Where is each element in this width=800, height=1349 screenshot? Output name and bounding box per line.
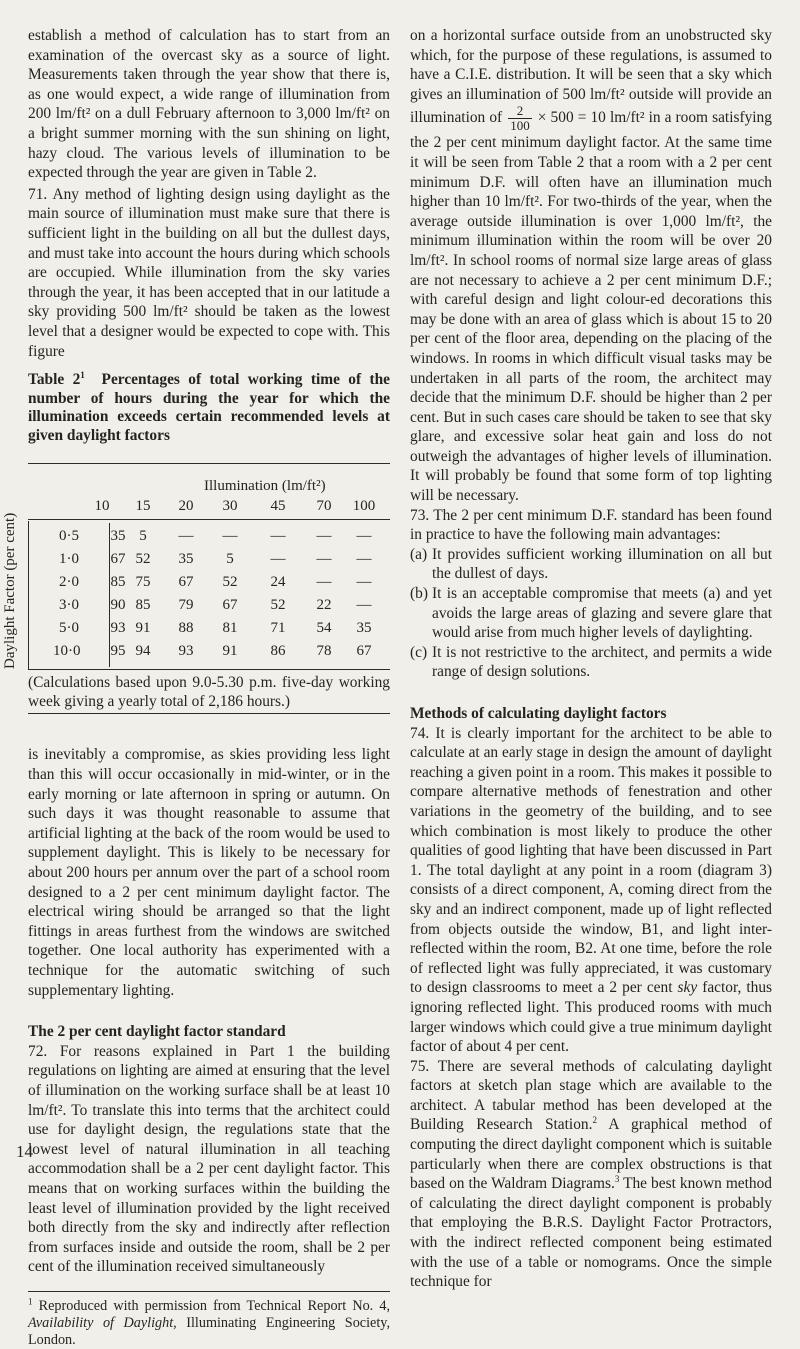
table-cell: — bbox=[270, 551, 286, 568]
footnote-rule bbox=[28, 1291, 390, 1292]
table-cell: — bbox=[178, 528, 194, 545]
table-cell: 52 bbox=[135, 551, 151, 568]
table-cell: 71 bbox=[270, 620, 286, 637]
row-daylight-factor: 0·5 bbox=[59, 528, 79, 545]
paragraph-74 bbox=[410, 724, 772, 1057]
table-cell: 88 bbox=[178, 620, 194, 637]
paragraph-73: 73. The 2 per cent minimum D.F. standard has been found in practice to have the following main advantages: bbox=[410, 506, 772, 544]
table-cell: 81 bbox=[222, 620, 238, 637]
table-cell: 85 bbox=[110, 574, 126, 591]
list-item bbox=[410, 584, 772, 643]
footnote-mark: 1 bbox=[28, 1296, 33, 1307]
row-daylight-factor: 3·0 bbox=[59, 597, 79, 614]
list-item bbox=[410, 545, 772, 584]
table-caption-footnote-mark: 1 bbox=[80, 369, 85, 380]
table-cell: 35 bbox=[356, 620, 372, 637]
table-cell: 35 bbox=[178, 551, 194, 568]
table-cell: — bbox=[356, 528, 372, 545]
column-header: 10 bbox=[94, 498, 110, 515]
table-top-rule bbox=[28, 463, 390, 464]
table-cell: 22 bbox=[316, 597, 332, 614]
fraction-2-over-100 bbox=[508, 104, 532, 133]
paragraph-continued-a: on a horizontal surface outside from an unobstructed sky which, for the purpose of these regulations, is assumed to have a C.I.E. distribution. It will be seen that a sky which gives an illumination of 500 lm/ft² outside will provide an illumination of bbox=[410, 27, 772, 127]
table-note: (Calculations based upon 9.0-5.30 p.m. five-day working week giving a yearly total of 2,186 hours.) bbox=[28, 674, 390, 711]
paragraph-72: 72. For reasons explained in Part 1 the building regulations on lighting are aimed at ensuring that the level of illumination on the working surface shall be at least 10 lm/ft². To translate this into terms that the architect could use for daylight design, the regulations state that the lowest level of natural illumination in all teaching accommodation shall be a 2 per cent daylight factor. This means that on working surfaces within the building the least level of illumination provided by the light received both directly from the sky and indirectly after reflection from surfaces inside and outside the room, shall be 2 per cent of the illumination received simultaneously bbox=[28, 1042, 390, 1276]
list-item-label: (a) bbox=[410, 545, 428, 563]
fraction-denominator: 100 bbox=[510, 118, 530, 134]
daylight-table bbox=[2, 457, 390, 747]
fraction-tail: × 500 = bbox=[537, 109, 587, 127]
table-bottom-rule bbox=[28, 669, 390, 670]
list-item-label: (c) bbox=[410, 643, 428, 661]
table-cell: 5 bbox=[139, 528, 147, 545]
paragraph-75-a: 75. There are several methods of calculating daylight factors at sketch plan stage which are available to the architect. A tabular method has been developed at the Building Research Station. bbox=[410, 1057, 772, 1134]
footnote-text-a: Reproduced with permission from Technical Report No. 4, bbox=[38, 1297, 391, 1314]
paragraph-71: 71. Any method of lighting design using daylight as the main source of illumination must make sure that there is sufficient light in the building on all but the dullest days, and must take into account the hours during which schools are occupied. While illumination from the sky varies through the year, it has been accepted that in our latitude a sky providing 500 lm/ft² should be taken as the lowest level that a designer would be expected to cope with. This figure bbox=[28, 185, 390, 360]
list-item-text: It is not restrictive to the architect, and permits a wide range of design solutions. bbox=[432, 643, 772, 681]
y-label-divider bbox=[28, 521, 29, 669]
table-cell: 91 bbox=[135, 620, 151, 637]
row-daylight-factor: 5·0 bbox=[59, 620, 79, 637]
footnote-italic-title: Availability of Daylight, bbox=[28, 1314, 177, 1331]
row-daylight-factor: 1·0 bbox=[59, 551, 79, 568]
table-cell: 79 bbox=[178, 597, 194, 614]
table-cell: — bbox=[222, 528, 238, 545]
paragraph-74-b: factor, thus ignoring reflected light. This produced rooms with much larger windows which could give a true minimum daylight factor of about 4 per cent. bbox=[410, 979, 773, 1056]
table-cell: 35 bbox=[110, 528, 126, 545]
table-cell: — bbox=[316, 528, 332, 545]
list-item-text: It provides sufficient working illumination on all but the dullest of days. bbox=[432, 545, 772, 583]
paragraph-continued-b: 10 lm/ft² in a room satisfying the 2 per cent minimum daylight factor. At the same time it will be seen from Table 2 that a room with a 2 per cent minimum D.F. will often have an illumination much higher than 10 lm/ft². For two-thirds of the year, when the average outside illumination is over 1,000 lm/ft², the minimum illumination within the room will be over 20 lm/ft². In school rooms of normal size large areas of glass are not necessary to achieve a 2 per cent minimum D.F.; with careful design and light colour-ed decorations this may be done with an area of glass which is about 15 to 20 per cent of the floor area, depending on the placing of the windows. In rooms in which difficult visual tasks may be undertaken in all parts of the room, the architect may decide that the minimum D.F. should be higher than 2 per cent. But in such cases care should be taken to see that sky glare, and excessive solar heat gain and loss do not outweigh the advantages of higher levels of illumination. It will probably be found that some form of top lighting will be necessary. bbox=[410, 109, 772, 505]
table-cell: 85 bbox=[135, 597, 151, 614]
footnote-text-b: Illuminating Engineering Society, London. bbox=[28, 1314, 390, 1348]
list-item bbox=[410, 643, 772, 682]
table-cell: 94 bbox=[135, 643, 151, 660]
fraction-numerator: 2 bbox=[508, 104, 532, 119]
illumination-header: Illumination (lm/ft²) bbox=[204, 478, 326, 495]
table-cell: 52 bbox=[222, 574, 238, 591]
table-cell: 91 bbox=[222, 643, 238, 660]
table-cell: 67 bbox=[356, 643, 372, 660]
section-title-methods: Methods of calculating daylight factors bbox=[410, 705, 667, 722]
paragraph-75-b: A graphical method of computing the direct daylight component which is suitable particularly when there are complex obstructions is that based on the Waldram Diagrams. bbox=[410, 1116, 772, 1193]
table-cell: 95 bbox=[110, 643, 126, 660]
paragraph-75-ref-2: 2 bbox=[592, 1115, 597, 1126]
table-cell: — bbox=[316, 551, 332, 568]
table-cell: 52 bbox=[270, 597, 286, 614]
table-cell: 75 bbox=[135, 574, 151, 591]
column-header: 100 bbox=[352, 498, 376, 515]
table-cell: 93 bbox=[110, 620, 126, 637]
table-cell: — bbox=[316, 574, 332, 591]
table-cell: 67 bbox=[178, 574, 194, 591]
table-cell: — bbox=[356, 574, 372, 591]
table-cell: — bbox=[356, 551, 372, 568]
table-end-rule bbox=[28, 713, 390, 714]
table-cell: 93 bbox=[178, 643, 194, 660]
paragraph-75 bbox=[410, 1057, 772, 1292]
table-cell: 24 bbox=[270, 574, 286, 591]
table-cell: 67 bbox=[110, 551, 126, 568]
list-item-text: It is an acceptable compromise that meets (a) and yet avoids the large areas of glazing and severe glare that would arise from much higher levels of daylighting. bbox=[432, 585, 772, 642]
paragraph-continued bbox=[410, 26, 772, 506]
row-daylight-factor: 10·0 bbox=[53, 643, 81, 660]
table-header-rule bbox=[28, 519, 390, 520]
footnote bbox=[28, 1298, 390, 1349]
table-cell: 90 bbox=[110, 597, 126, 614]
paragraph-74-italic: sky bbox=[677, 979, 698, 997]
intro-paragraph: establish a method of calculation has to start from an examination of the overcast sky as a source of light. Measurements taken through the year show that there is, as one would expect, a wide range of illumination from 200 lm/ft² on a dull February afternoon to 3,000 lm/ft² on a bright summer morning with the sun shining on light, hazy cloud. The various levels of illumination to be expected through the year are given in Table 2. bbox=[28, 27, 390, 182]
paragraph-74-a: 74. It is clearly important for the architect to be able to calculate at an early stage in design the amount of daylight reaching a given point in a room. This makes it possible to compare alternative methods of fenestration and other variations in the geometry of the building, and to see which combination is most likely to produce the other qualities of good lighting that have been discussed in Part 1. The total daylight at any point in a room (diagram 3) consists of a direct component, A, coming direct from the sky and an indirect component, made up of light reflected from objects outside the window, B1, and light inter-reflected within the room, B2. At one time, before the role of reflected light was fully appreciated, it was customary to design classrooms to meet a 2 per cent bbox=[410, 724, 772, 997]
column-header: 70 bbox=[316, 498, 332, 515]
right-column bbox=[410, 26, 772, 1292]
page-number: 14 bbox=[16, 1142, 33, 1161]
daylight-factor-axis-label: Daylight Factor (per cent) bbox=[2, 513, 18, 670]
list-item-label: (b) bbox=[410, 585, 428, 603]
table-cell: — bbox=[356, 597, 372, 614]
paragraph-73-list bbox=[410, 545, 772, 682]
table-cell: 54 bbox=[316, 620, 332, 637]
table-caption-text: Percentages of total working time of the number of hours during the year for which the illumination exceeds certain recommended levels at given daylight factors bbox=[28, 371, 390, 444]
paragraph-after-table: is inevitably a compromise, as skies providing less light than this will occur occasionally in mid-winter, or in the early morning or late afternoon in spring or autumn. On such days it was thought reasonable to assume that artificial lighting at the back of the room would be used to supplement daylight. This is likely to be necessary for about 200 hours per annum over the part of a school room designed to a 2 per cent minimum daylight factor. The electrical wiring should be arranged so that the light fittings in areas furthest from the windows are switched together. One local authority has experimented with a technique for the automatic switching of such supplementary lighting. bbox=[28, 746, 390, 999]
paragraph-75-c: The best known method of calculating the direct daylight component is probably that employing the B.R.S. Daylight Factor Protractors, with the indirect reflected component being estimated with the use of a table or nomograms. Once the simple technique for bbox=[410, 1175, 772, 1291]
paragraph-75-ref-3: 3 bbox=[614, 1174, 620, 1185]
table-cell: 67 bbox=[222, 597, 238, 614]
table-cell: 5 bbox=[226, 551, 234, 568]
table-cell: 78 bbox=[316, 643, 332, 660]
column-header: 20 bbox=[178, 498, 194, 515]
column-header: 30 bbox=[222, 498, 238, 515]
table-caption bbox=[28, 371, 390, 445]
row-daylight-factor: 2·0 bbox=[59, 574, 79, 591]
column-header: 45 bbox=[270, 498, 286, 515]
table-cell: — bbox=[270, 528, 286, 545]
section-title-2pc-standard: The 2 per cent daylight factor standard bbox=[28, 1023, 286, 1041]
table-caption-label: Table 2 bbox=[28, 371, 81, 389]
table-cell: 86 bbox=[270, 643, 286, 660]
column-header: 15 bbox=[135, 498, 151, 515]
